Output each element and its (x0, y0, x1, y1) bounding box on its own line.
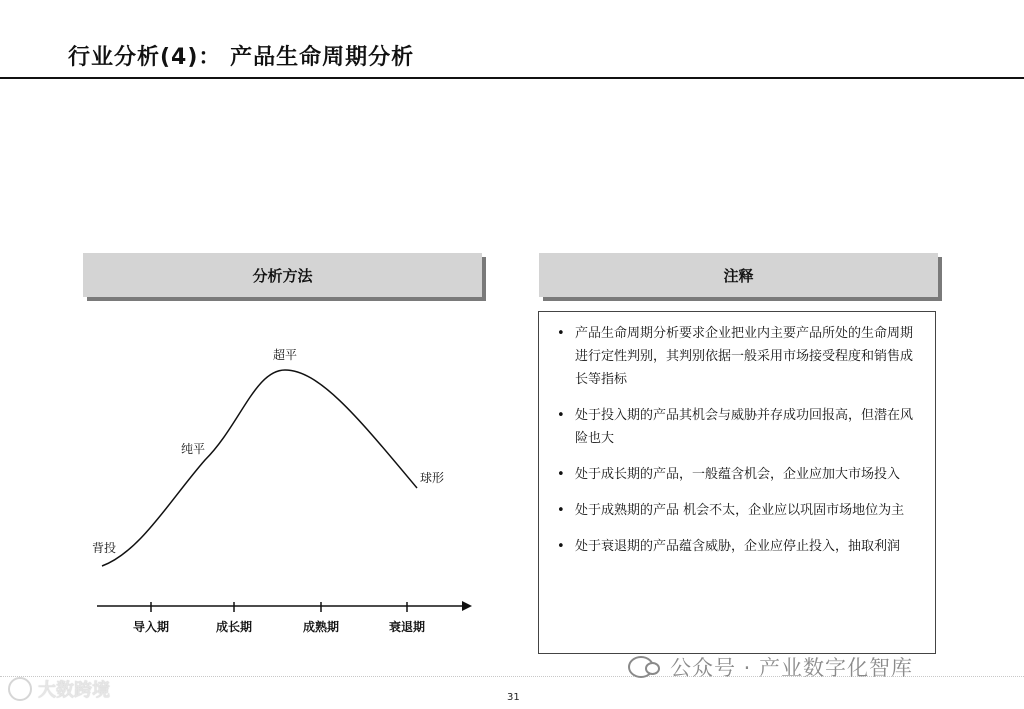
bullet-icon: • (557, 503, 565, 518)
curve-label-start: 背投 (92, 541, 117, 555)
lifecycle-curve (102, 370, 417, 566)
note-item (555, 499, 919, 522)
note-text: 处于成长期的产品，一般蕴含机会，企业应加大市场投入 (575, 467, 901, 482)
notes-list (555, 322, 919, 558)
bullet-icon: • (557, 326, 565, 341)
curve-label-end: 球形 (420, 471, 445, 485)
page-number: 31 (507, 692, 520, 703)
lifecycle-diagram (80, 330, 490, 640)
note-item (555, 535, 919, 558)
bullet-icon: • (557, 408, 565, 423)
note-item (555, 322, 919, 391)
page-title: 行业分析(4)： 产品生命周期分析 (68, 45, 415, 70)
brand-logo-icon (8, 677, 32, 701)
notes-box (538, 311, 936, 654)
stage-label-maturity: 成熟期 (302, 620, 340, 634)
brand-watermark (8, 676, 110, 702)
note-text: 产品生命周期分析要求企业把业内主要产品所处的生命周期进行定性判别，其判别依据一般采用市场接受程度和销售成长等指标 (575, 326, 914, 387)
wechat-watermark (628, 652, 913, 682)
note-text: 处于投入期的产品其机会与威胁并存成功回报高，但潜在风险也大 (575, 408, 914, 446)
bullet-icon: • (557, 539, 565, 554)
wechat-watermark-text: 公众号 · 产业数字化智库 (670, 656, 914, 680)
note-item (555, 404, 919, 450)
note-item (555, 463, 919, 486)
wechat-icon (628, 656, 654, 678)
stage-label-growth: 成长期 (215, 620, 253, 634)
analysis-method-header (83, 253, 482, 297)
brand-watermark-text: 大数跨境 (38, 680, 110, 701)
curve-label-peak: 超平 (273, 348, 298, 362)
note-text: 处于成熟期的产品 机会不太，企业应以巩固市场地位为主 (575, 503, 905, 518)
notes-header (539, 253, 938, 297)
stage-label-decline: 衰退期 (388, 620, 426, 634)
note-text: 处于衰退期的产品蕴含威胁，企业应停止投入，抽取利润 (575, 539, 901, 554)
notes-header-label: 注释 (723, 266, 754, 285)
curve-label-rise: 纯平 (181, 442, 206, 456)
x-axis-arrowhead (462, 601, 472, 611)
analysis-method-header-label: 分析方法 (252, 266, 313, 285)
title-divider (0, 77, 1024, 79)
bullet-icon: • (557, 467, 565, 482)
stage-label-introduction: 导入期 (132, 620, 170, 634)
